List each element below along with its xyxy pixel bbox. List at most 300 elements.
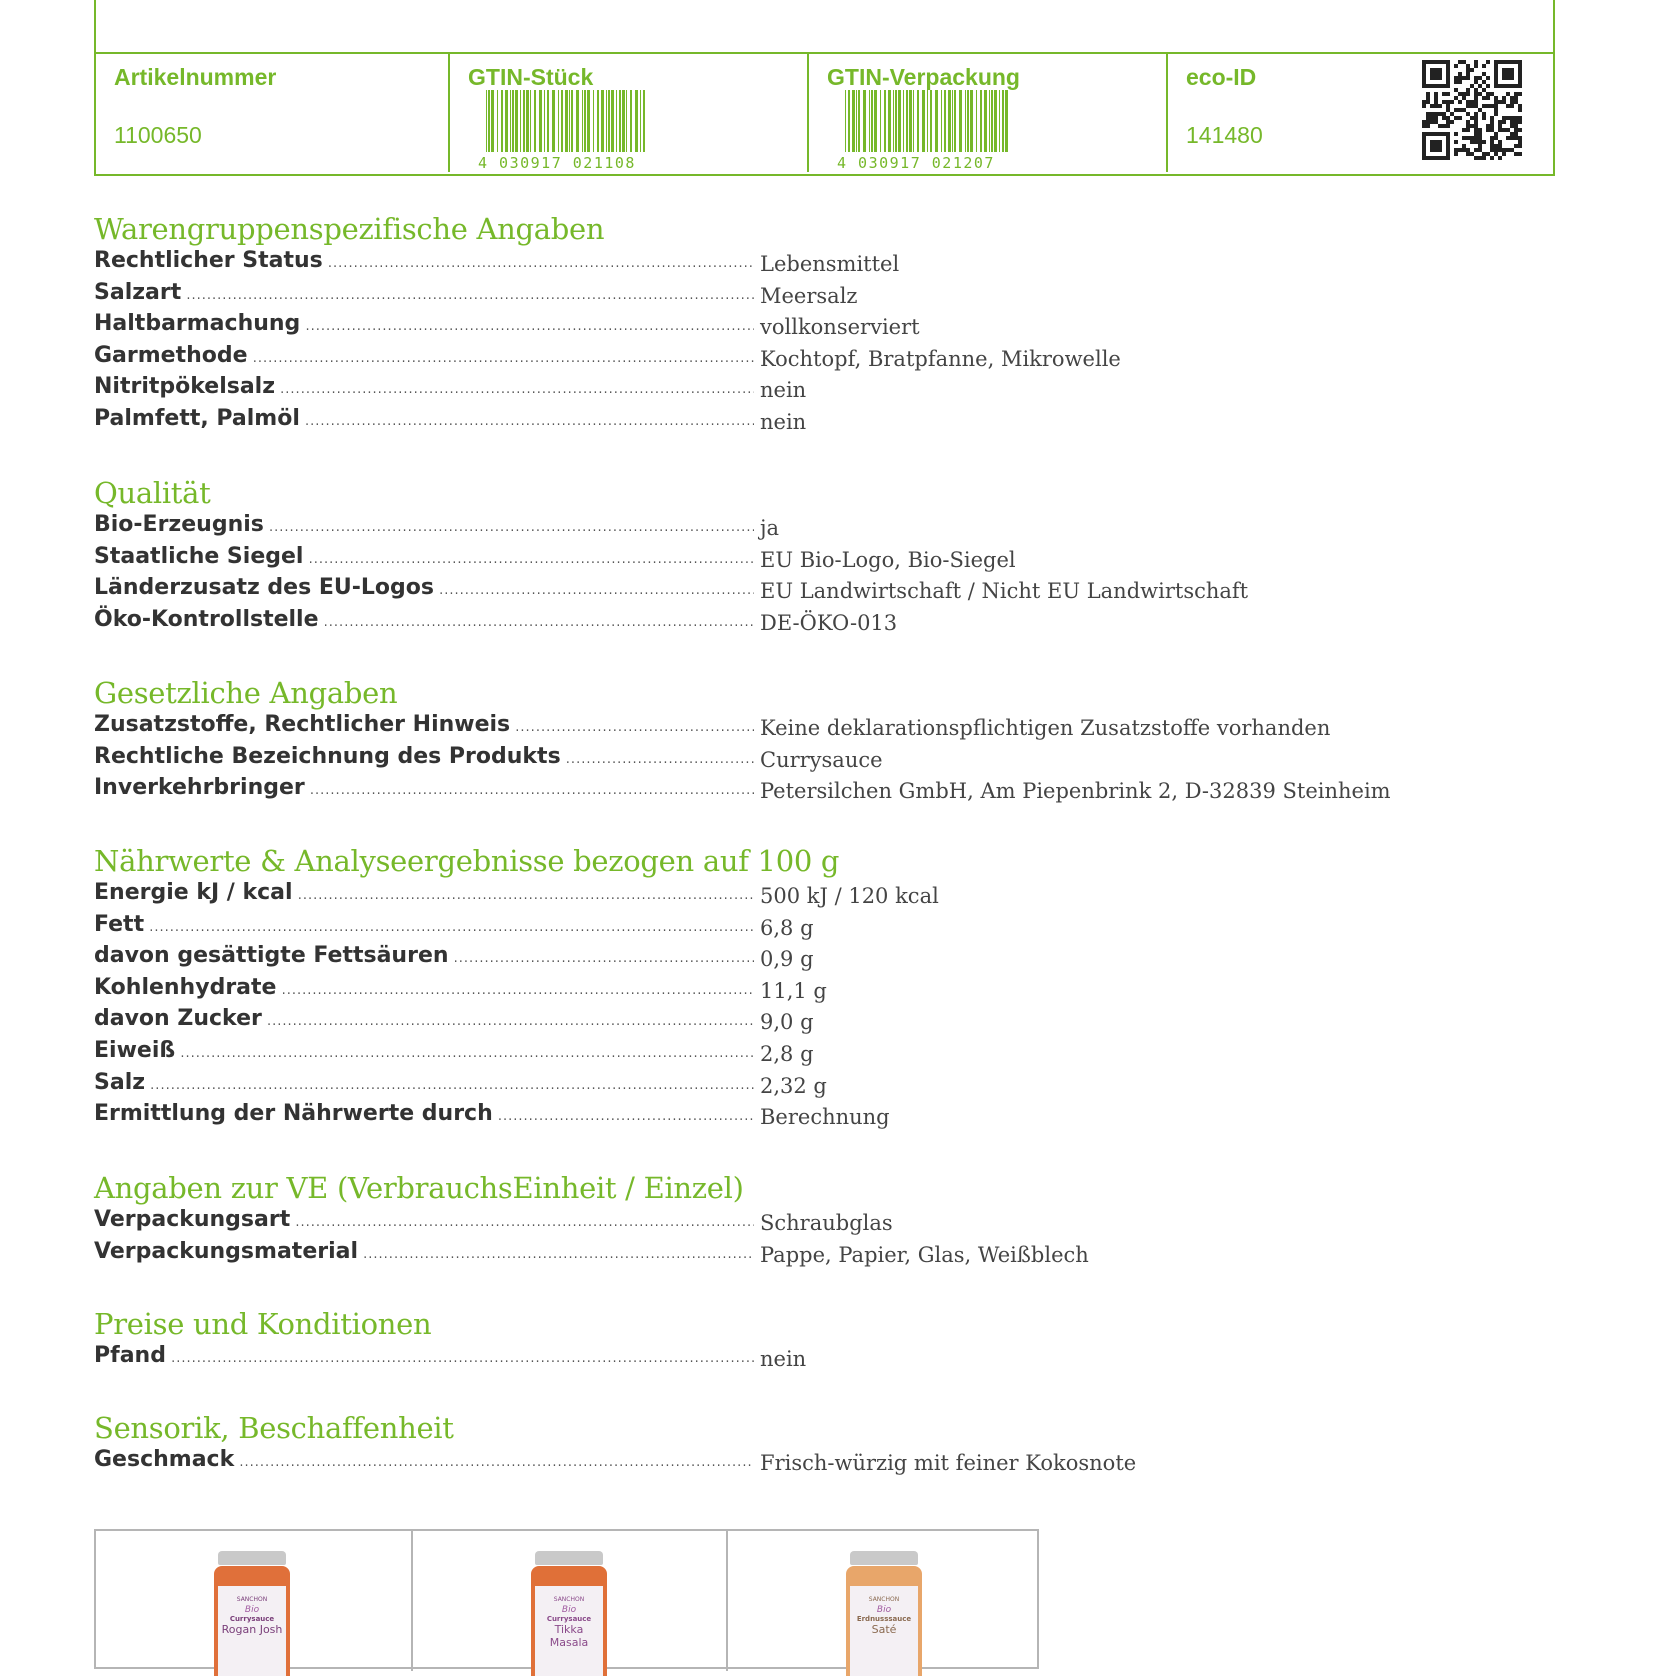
barcode-bar: [501, 90, 503, 152]
row-value: Pappe, Papier, Glas, Weißblech: [760, 1242, 1089, 1267]
qr-module: [1446, 116, 1450, 120]
qr-module: [1478, 144, 1482, 148]
qr-module: [1470, 124, 1474, 128]
qr-code-icon[interactable]: [1422, 60, 1522, 160]
qr-module: [1486, 104, 1490, 108]
qr-module: [1430, 112, 1434, 116]
gtin-piece-cell: [448, 54, 807, 172]
row-value: Meersalz: [760, 283, 858, 308]
qr-module: [1466, 100, 1470, 104]
qr-module: [1498, 156, 1502, 160]
qr-module: [1482, 88, 1486, 92]
barcode-bar: [512, 90, 514, 152]
qr-module: [1490, 92, 1494, 96]
article-number-cell: [96, 54, 448, 172]
barcode-bar: [515, 90, 518, 152]
barcode-bar: [954, 90, 956, 152]
qr-module: [1458, 100, 1462, 104]
row-label: Rechtlicher Status .....: [94, 246, 754, 279]
qr-module: [1470, 104, 1474, 108]
jar-label: [535, 1586, 603, 1676]
barcode-bar: [616, 90, 617, 152]
qr-module: [1478, 84, 1482, 88]
qr-module: [1430, 120, 1434, 124]
row-value: nein: [760, 409, 807, 434]
barcode-bar: [510, 90, 511, 152]
barcode-bar: [871, 90, 873, 152]
row-label: Verpackungsmaterial .....: [94, 1237, 754, 1270]
barcode-bar: [893, 90, 894, 152]
qr-module: [1474, 132, 1478, 136]
jar-label: [218, 1586, 286, 1676]
jar-kind: Currysauce: [546, 1615, 592, 1623]
barcode-bar: [619, 90, 621, 152]
qr-module: [1482, 112, 1486, 116]
barcode-bar: [898, 90, 901, 152]
qr-module: [1486, 76, 1490, 80]
qr-module: [1502, 120, 1506, 124]
qr-module: [1518, 104, 1522, 108]
qr-module: [1498, 144, 1502, 148]
section-nahrwerte-analyseergebnisse-bezogen-auf-100-g: [94, 844, 1554, 1131]
barcode-bar: [869, 90, 870, 152]
barcode-bar: [989, 90, 990, 152]
product-image-tikka-masala[interactable]: [411, 1531, 725, 1671]
row-label: Fett .....: [94, 910, 754, 943]
qr-module: [1490, 128, 1494, 132]
qr-module: [1502, 100, 1506, 104]
section-sensorik-beschaffenheit: [94, 1411, 1554, 1477]
row-label: Ermittlung der Nährwerte durch .....: [94, 1099, 754, 1132]
jar-kind: Currysauce: [229, 1615, 275, 1623]
qr-module: [1426, 100, 1430, 104]
qr-module: [1514, 100, 1518, 104]
row-label: Palmfett, Palmöl .....: [94, 404, 754, 437]
qr-module: [1510, 136, 1514, 140]
qr-module: [1490, 148, 1494, 152]
row-label: davon Zucker .....: [94, 1004, 754, 1037]
row-label: Geschmack .....: [94, 1445, 754, 1478]
row-label: Energie kJ / kcal .....: [94, 878, 754, 911]
data-row-davon-zucker: [94, 1004, 1554, 1036]
qr-module: [1510, 116, 1514, 120]
barcode-bar: [935, 90, 938, 152]
data-row-haltbarmachung: [94, 309, 1554, 341]
qr-module: [1438, 112, 1442, 116]
qr-module: [1518, 120, 1522, 124]
data-row-eiweiss: [94, 1036, 1554, 1068]
qr-module: [1466, 76, 1470, 80]
barcode-bar: [980, 90, 982, 152]
barcode-bar: [520, 90, 521, 152]
qr-module: [1466, 72, 1470, 76]
qr-module: [1458, 72, 1462, 76]
barcode-bar: [488, 90, 490, 152]
qr-module: [1462, 60, 1466, 64]
qr-module: [1422, 120, 1426, 124]
barcode-bar: [587, 90, 590, 152]
data-row-energie-kj-kcal: [94, 878, 1554, 910]
qr-module: [1498, 140, 1502, 144]
qr-module: [1474, 88, 1478, 92]
qr-module: [1450, 112, 1454, 116]
qr-module: [1486, 92, 1490, 96]
qr-module: [1494, 100, 1498, 104]
jar-icon: [214, 1551, 290, 1676]
qr-module: [1462, 96, 1466, 100]
barcode-bar: [845, 90, 846, 152]
qr-module: [1458, 116, 1462, 120]
qr-module: [1498, 124, 1502, 128]
barcode-bar: [922, 90, 925, 152]
qr-module: [1502, 116, 1506, 120]
row-value: Frisch-würzig mit feiner Kokosnote: [760, 1451, 1137, 1475]
barcode-bar: [976, 90, 977, 152]
row-label: davon gesättigte Fettsäuren .....: [94, 941, 754, 974]
qr-module: [1510, 104, 1514, 108]
qr-finder: [1430, 140, 1442, 152]
qr-module: [1434, 116, 1438, 120]
row-label: Salzart .....: [94, 278, 754, 311]
qr-module: [1498, 128, 1502, 132]
qr-module: [1478, 92, 1482, 96]
section-title: Gesetzliche Angaben: [94, 676, 398, 710]
article-number-value: 1100650: [114, 122, 202, 148]
qr-module: [1466, 120, 1470, 124]
qr-module: [1490, 116, 1494, 120]
qr-module: [1446, 108, 1450, 112]
section-title: Angaben zur VE (VerbrauchsEinheit / Einzel): [94, 1171, 744, 1205]
barcode-bar: [848, 90, 850, 152]
barcode-bar: [884, 90, 886, 152]
row-label: Salz .....: [94, 1068, 754, 1101]
qr-module: [1514, 144, 1518, 148]
qr-module: [1506, 116, 1510, 120]
row-value: 11,1 g: [760, 978, 827, 1003]
barcode-bar: [952, 90, 953, 152]
qr-module: [1494, 152, 1498, 156]
jar-name: Rogan Josh: [221, 1623, 283, 1636]
qr-module: [1454, 80, 1458, 84]
qr-module: [1506, 104, 1510, 108]
qr-module: [1478, 128, 1482, 132]
qr-module: [1514, 136, 1518, 140]
data-row-garmethode: [94, 341, 1554, 373]
barcode-bar: [856, 90, 857, 152]
section-title: Nährwerte & Analyseergebnisse bezogen auf 100 g: [94, 844, 840, 878]
qr-module: [1442, 116, 1446, 120]
barcode-bar: [941, 90, 942, 152]
jar-kind: Erdnusssauce: [856, 1615, 912, 1623]
jar-lid: [535, 1551, 603, 1565]
barcode-bar: [561, 90, 563, 152]
qr-module: [1498, 148, 1502, 152]
gtin-piece-label: GTIN-Stück: [468, 64, 594, 90]
row-label: Öko-Kontrollstelle .....: [94, 605, 754, 638]
data-row-verpackungsart: [94, 1205, 1554, 1237]
barcode-bar: [608, 90, 610, 152]
qr-module: [1474, 64, 1478, 68]
row-value: ja: [760, 516, 780, 540]
row-value: EU Bio-Logo, Bio-Siegel: [760, 547, 1016, 572]
qr-module: [1490, 120, 1494, 124]
qr-module: [1470, 84, 1474, 88]
barcode-bar: [991, 90, 993, 152]
barcode-bar: [948, 90, 951, 152]
qr-module: [1474, 128, 1478, 132]
qr-module: [1506, 128, 1510, 132]
qr-module: [1458, 80, 1462, 84]
section-qualitat: [94, 476, 1554, 636]
qr-module: [1462, 136, 1466, 140]
barcode-bar: [874, 90, 877, 152]
qr-module: [1434, 96, 1438, 100]
qr-module: [1458, 108, 1462, 112]
row-label: Verpackungsart .....: [94, 1205, 754, 1238]
qr-module: [1454, 116, 1458, 120]
barcode-bar: [909, 90, 912, 152]
row-label: Bio-Erzeugnis .....: [94, 510, 754, 543]
barcode-bar: [999, 90, 1000, 152]
barcode-bar: [544, 90, 545, 152]
barcode-bar: [917, 90, 919, 152]
qr-module: [1422, 124, 1426, 128]
qr-module: [1494, 112, 1498, 116]
qr-module: [1518, 144, 1522, 148]
jar-body: [214, 1566, 290, 1676]
qr-module: [1478, 156, 1482, 160]
data-row-bio-erzeugnis: [94, 510, 1554, 542]
barcode-bar: [903, 90, 904, 152]
qr-module: [1490, 144, 1494, 148]
qr-module: [1474, 136, 1478, 140]
jar-body: [531, 1566, 607, 1676]
barcode-bar: [906, 90, 908, 152]
qr-module: [1518, 116, 1522, 120]
eco-id-label: eco-ID: [1186, 64, 1257, 90]
jar-lid: [850, 1551, 918, 1565]
qr-module: [1466, 148, 1470, 152]
qr-module: [1478, 140, 1482, 144]
barcode-bar: [534, 90, 536, 152]
data-row-verpackungsmaterial: [94, 1237, 1554, 1269]
qr-module: [1458, 76, 1462, 80]
product-image-rogan-josh[interactable]: [96, 1531, 410, 1671]
data-row-geschmack: [94, 1445, 1554, 1477]
jar-bio-mark: Bio: [244, 1605, 260, 1615]
qr-module: [1470, 136, 1474, 140]
qr-module: [1490, 156, 1494, 160]
jar-icon: [846, 1551, 922, 1676]
row-value: Berechnung: [760, 1105, 890, 1130]
jar-brand: SANCHON: [868, 1596, 900, 1603]
gtin-package-barcode-icon: [835, 90, 1013, 170]
barcode-bar: [888, 90, 891, 152]
section-gesetzliche-angaben: [94, 676, 1554, 805]
row-label: Eiweiß .....: [94, 1036, 754, 1069]
qr-module: [1462, 128, 1466, 132]
barcode-bar: [630, 90, 632, 152]
barcode-bar: [626, 90, 627, 152]
qr-module: [1466, 68, 1470, 72]
row-value: EU Landwirtschaft / Nicht EU Landwirtschaft: [760, 579, 1249, 604]
qr-module: [1442, 100, 1446, 104]
qr-module: [1518, 136, 1522, 140]
barcode-bar: [569, 90, 570, 152]
barcode-bar: [552, 90, 555, 152]
row-label: Pfand .....: [94, 1341, 754, 1374]
related-products-strip: [94, 1529, 1039, 1669]
qr-module: [1490, 104, 1494, 108]
data-row-landerzusatz-des-eu-logos: [94, 573, 1554, 605]
jar-name: Saté: [871, 1623, 897, 1636]
data-row-salzart: [94, 278, 1554, 310]
barcode-bar: [576, 90, 579, 152]
qr-module: [1466, 124, 1470, 128]
qr-module: [1474, 104, 1478, 108]
data-row-staatliche-siegel: [94, 542, 1554, 574]
row-value: Keine deklarationspflichtigen Zusatzstoffe vorhanden: [760, 716, 1331, 740]
barcode-bar: [611, 90, 614, 152]
qr-module: [1482, 116, 1486, 120]
qr-module: [1422, 104, 1426, 108]
qr-module: [1514, 120, 1518, 124]
qr-module: [1438, 124, 1442, 128]
data-row-oko-kontrollstelle: [94, 605, 1554, 637]
qr-module: [1458, 92, 1462, 96]
qr-module: [1514, 128, 1518, 132]
section-warengruppenspezifische-angaben: [94, 212, 1554, 436]
qr-module: [1454, 140, 1458, 144]
row-value: Schraubglas: [760, 1211, 893, 1235]
qr-module: [1502, 148, 1506, 152]
qr-module: [1474, 92, 1478, 96]
section-title: Warengruppenspezifische Angaben: [94, 212, 605, 246]
barcode-bar: [601, 90, 604, 152]
qr-module: [1514, 116, 1518, 120]
qr-module: [1466, 92, 1470, 96]
qr-module: [1506, 92, 1510, 96]
qr-module: [1474, 140, 1478, 144]
row-value: nein: [760, 378, 807, 403]
gtin-piece-barcode-text: 4 030917 021108: [478, 154, 636, 170]
qr-module: [1434, 112, 1438, 116]
qr-module: [1518, 108, 1522, 112]
qr-module: [1478, 108, 1482, 112]
qr-module: [1482, 64, 1486, 68]
qr-module: [1426, 120, 1430, 124]
qr-module: [1510, 148, 1514, 152]
barcode-bar: [582, 90, 583, 152]
qr-module: [1470, 68, 1474, 72]
section-title: Qualität: [94, 476, 211, 510]
qr-module: [1454, 132, 1458, 136]
qr-module: [1478, 76, 1482, 80]
barcode-bar: [643, 90, 645, 152]
qr-module: [1466, 112, 1470, 116]
row-value: 6,8 g: [760, 915, 814, 940]
barcode-bar: [530, 90, 531, 152]
qr-module: [1482, 156, 1486, 160]
barcode-bar: [640, 90, 641, 152]
jar-body: [846, 1566, 922, 1676]
barcode-bar: [863, 90, 866, 152]
data-row-rechtliche-bezeichnung-des-produkts: [94, 742, 1554, 774]
data-row-kohlenhydrate: [94, 973, 1554, 1005]
qr-module: [1462, 92, 1466, 96]
qr-module: [1454, 148, 1458, 152]
row-value: 2,8 g: [760, 1041, 814, 1066]
qr-module: [1482, 96, 1486, 100]
data-row-davon-gesattigte-fettsauren: [94, 941, 1554, 973]
qr-module: [1454, 108, 1458, 112]
product-image-sate[interactable]: [726, 1531, 1040, 1671]
qr-module: [1474, 120, 1478, 124]
qr-module: [1466, 128, 1470, 132]
qr-module: [1518, 128, 1522, 132]
barcode-bar: [635, 90, 638, 152]
qr-module: [1462, 144, 1466, 148]
gtin-package-cell: [807, 54, 1166, 172]
qr-module: [1498, 100, 1502, 104]
qr-module: [1486, 152, 1490, 156]
qr-module: [1442, 124, 1446, 128]
qr-module: [1494, 132, 1498, 136]
qr-module: [1434, 100, 1438, 104]
qr-module: [1514, 96, 1518, 100]
qr-module: [1466, 136, 1470, 140]
qr-module: [1486, 128, 1490, 132]
row-value: 500 kJ / 120 kcal: [760, 884, 939, 908]
barcode-bar: [486, 90, 487, 152]
barcode-bar: [606, 90, 607, 152]
qr-module: [1458, 60, 1462, 64]
qr-module: [1486, 84, 1490, 88]
barcode-bar: [558, 90, 559, 152]
barcode-bar: [852, 90, 855, 152]
qr-module: [1474, 112, 1478, 116]
qr-module: [1430, 116, 1434, 120]
qr-module: [1494, 108, 1498, 112]
row-label: Inverkehrbringer .....: [94, 773, 754, 806]
barcode-bar: [984, 90, 987, 152]
qr-module: [1434, 120, 1438, 124]
row-label: Staatliche Siegel .....: [94, 542, 754, 575]
barcode-bar: [967, 90, 969, 152]
qr-module: [1454, 96, 1458, 100]
barcode-bar: [1005, 90, 1008, 152]
qr-module: [1430, 104, 1434, 108]
barcode-bar: [994, 90, 997, 152]
barcode-bar: [491, 90, 494, 152]
qr-module: [1510, 100, 1514, 104]
data-row-nitritpokelsalz: [94, 372, 1554, 404]
qr-module: [1506, 136, 1510, 140]
jar-brand: SANCHON: [236, 1596, 268, 1603]
qr-module: [1446, 100, 1450, 104]
qr-module: [1502, 96, 1506, 100]
barcode-bar: [565, 90, 568, 152]
barcode-bar: [593, 90, 594, 152]
qr-module: [1482, 140, 1486, 144]
barcode-bar: [927, 90, 928, 152]
qr-module: [1502, 152, 1506, 156]
qr-module: [1474, 124, 1478, 128]
section-title: Preise und Konditionen: [94, 1307, 432, 1341]
qr-module: [1450, 120, 1454, 124]
eco-id-value: 141480: [1186, 122, 1263, 148]
qr-finder: [1430, 68, 1442, 80]
